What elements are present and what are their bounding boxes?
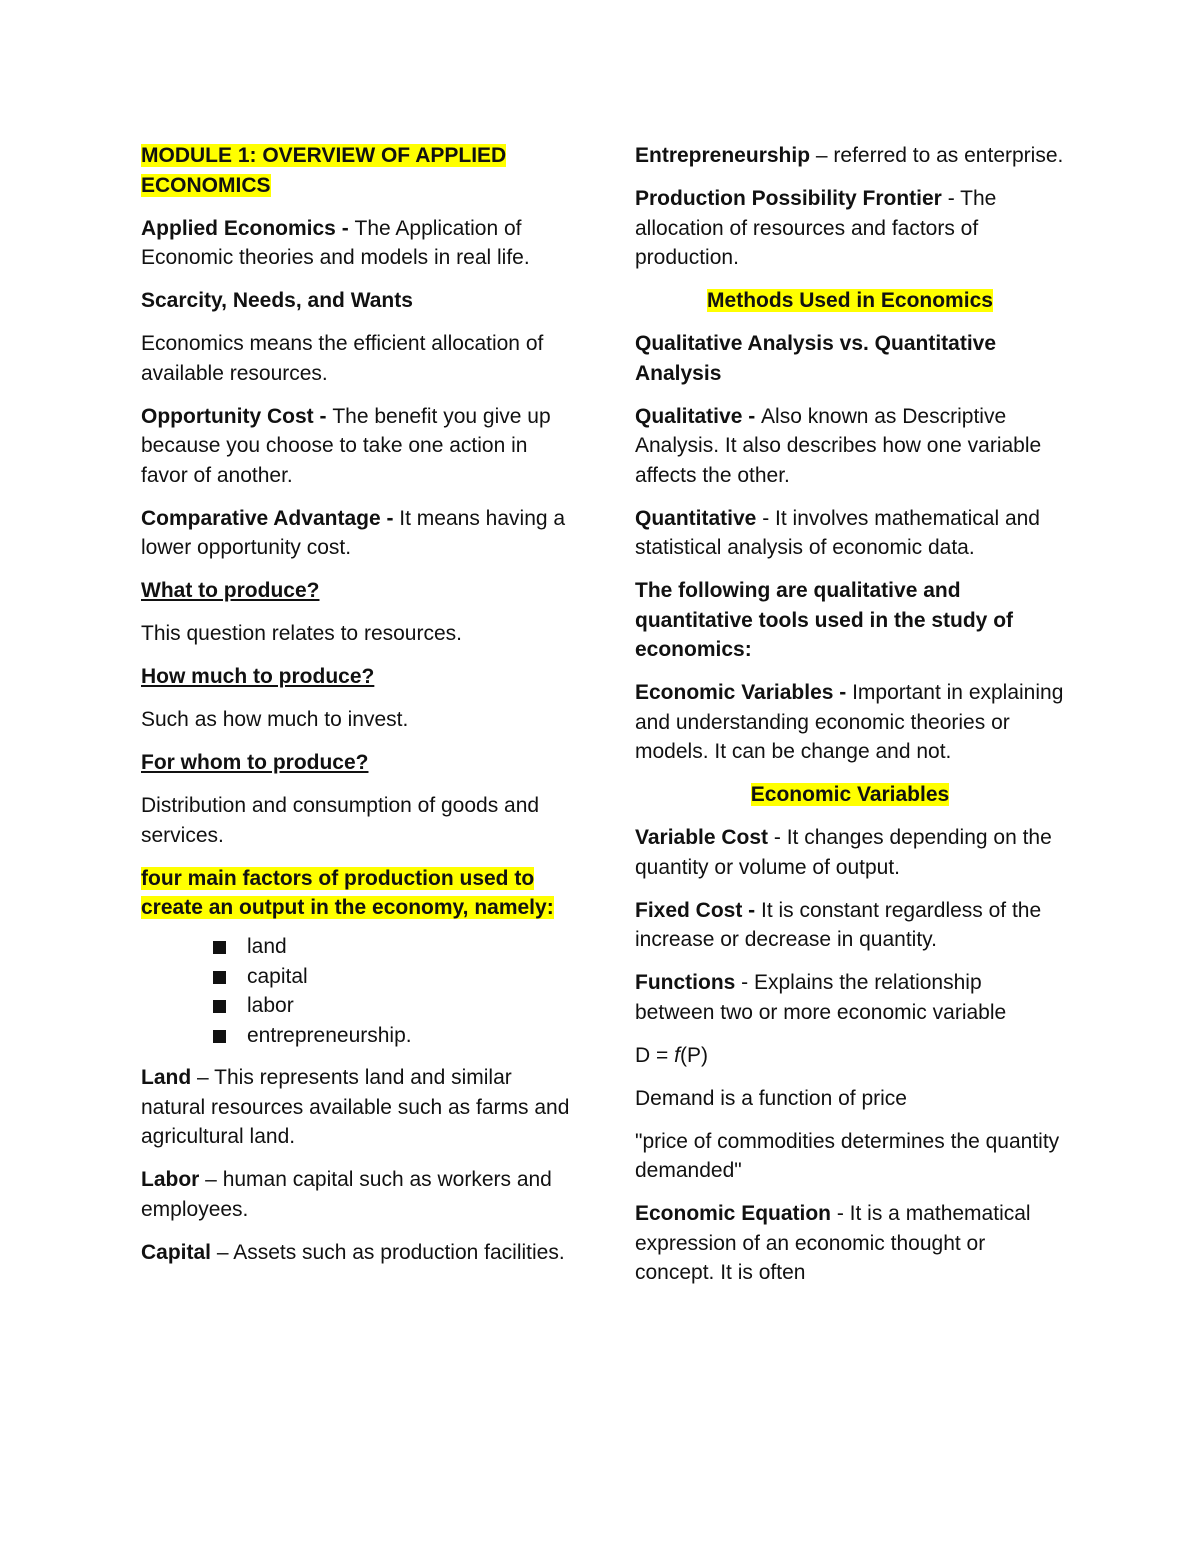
entrepreneurship-paragraph — [635, 141, 1065, 171]
factors-heading — [141, 864, 571, 923]
land-definition: – This represents land and similar natural resources available such as farms and agricultural land. — [141, 1066, 570, 1148]
question-how-much-to-produce-text: How much to produce? — [141, 665, 375, 688]
tools-heading-text: The following are qualitative and quantitative tools used in the study of economics: — [635, 579, 1014, 661]
economic-equation-paragraph — [635, 1199, 1065, 1288]
list-item — [229, 1021, 571, 1051]
question-how-much-to-produce — [141, 662, 571, 692]
ppf-definition: - The allocation of resources and factors of production. — [635, 187, 997, 269]
qualitative-paragraph — [635, 402, 1065, 491]
answer-what-to-produce: This question relates to resources. — [141, 622, 462, 645]
factor-label: land — [247, 935, 287, 958]
entrepreneurship-term: Entrepreneurship — [635, 144, 811, 167]
opportunity-cost-definition: The benefit you give up because you choose to take one action in favor of another. — [141, 404, 551, 487]
labor-definition: – human capital such as workers and employees. — [141, 1168, 552, 1221]
square-bullet-icon — [213, 971, 226, 984]
capital-term: Capital — [141, 1240, 212, 1264]
module-title — [141, 141, 571, 200]
factors-heading-text: four main factors of production used to create an output in the economy, namely: — [141, 866, 554, 919]
qualitative-term: Qualitative - — [635, 404, 762, 428]
economic-equation-term: Economic Equation — [635, 1202, 832, 1225]
comparative-advantage-paragraph — [141, 504, 571, 563]
land-paragraph — [141, 1063, 571, 1152]
factor-label: capital — [247, 964, 308, 988]
quantitative-paragraph — [635, 504, 1065, 563]
applied-economics-paragraph — [141, 214, 571, 273]
scarcity-heading — [141, 286, 571, 316]
fixed-cost-definition: It is constant regardless of the increase or decrease in quantity. — [635, 898, 1042, 951]
comparative-advantage-term: Comparative Advantage - — [141, 506, 400, 530]
qa-heading — [635, 329, 1065, 388]
square-bullet-icon — [213, 941, 226, 954]
ppf-term: Production Possibility Frontier — [635, 187, 942, 210]
applied-economics-definition: The Application of Economic theories and models in real life. — [141, 216, 530, 269]
list-item — [229, 991, 571, 1021]
variable-cost-term: Variable Cost — [635, 826, 769, 849]
scarcity-heading-text: Scarcity, Needs, and Wants — [141, 289, 413, 312]
formula-function: f — [674, 1043, 680, 1067]
quantitative-term: Quantitative — [635, 506, 757, 530]
variable-cost-paragraph — [635, 823, 1065, 882]
labor-term: Labor — [141, 1168, 200, 1191]
factor-label: entrepreneurship. — [247, 1023, 412, 1047]
qa-heading-text: Qualitative Analysis vs. Quantitative Analysis — [635, 332, 997, 385]
opportunity-cost-paragraph — [141, 402, 571, 491]
module-title-text: MODULE 1: OVERVIEW OF APPLIED ECONOMICS — [141, 144, 507, 197]
labor-paragraph — [141, 1165, 571, 1224]
formula-left: D = — [635, 1043, 675, 1067]
variable-cost-definition: - It changes depending on the quantity or volume of output. — [635, 826, 1052, 879]
entrepreneurship-definition: – referred to as enterprise. — [810, 144, 1064, 167]
fixed-cost-paragraph — [635, 896, 1065, 955]
factor-label: labor — [247, 994, 294, 1017]
qualitative-definition: Also known as Descriptive Analysis. It also describes how one variable affects the other. — [635, 404, 1042, 487]
factors-list — [141, 932, 571, 1050]
quote-text: "price of commodities determines the quantity demanded" — [635, 1129, 1060, 1182]
methods-heading-text: Methods Used in Economics — [707, 289, 993, 312]
question-what-to-produce — [141, 576, 571, 606]
comparative-advantage-definition: It means having a lower opportunity cost. — [141, 506, 566, 559]
question-for-whom-to-produce — [141, 748, 571, 778]
demand-text: Demand is a function of price — [635, 1086, 907, 1110]
economic-variables-term: Economic Variables - — [635, 681, 853, 704]
ppf-paragraph — [635, 184, 1065, 273]
quantitative-definition: - It involves mathematical and statistical analysis of economic data. — [635, 506, 1040, 559]
applied-economics-term: Applied Economics - — [141, 216, 355, 240]
functions-definition: - Explains the relationship between two or more economic variable — [635, 971, 1007, 1024]
scarcity-text: Economics means the efficient allocation of available resources. — [141, 332, 544, 385]
economic-variables-paragraph — [635, 678, 1065, 767]
square-bullet-icon — [213, 1000, 226, 1013]
functions-paragraph — [635, 968, 1065, 1027]
opportunity-cost-term: Opportunity Cost - — [141, 404, 333, 428]
economic-variables-heading — [635, 780, 1065, 810]
methods-heading — [635, 286, 1065, 316]
tools-heading — [635, 576, 1065, 665]
land-term: Land — [141, 1066, 192, 1089]
capital-paragraph — [141, 1238, 571, 1268]
formula — [635, 1041, 1065, 1071]
answer-for-whom-to-produce: Distribution and consumption of goods and services. — [141, 794, 540, 847]
question-for-whom-to-produce-text: For whom to produce? — [141, 751, 369, 774]
capital-definition: – Assets such as production facilities. — [211, 1240, 565, 1264]
answer-how-much-to-produce: Such as how much to invest. — [141, 708, 409, 731]
question-what-to-produce-text: What to produce? — [141, 579, 320, 602]
economic-variables-definition: Important in explaining and understanding economic theories or models. It can be change and not. — [635, 681, 1064, 763]
formula-right: (P) — [679, 1043, 708, 1067]
square-bullet-icon — [213, 1030, 226, 1043]
economic-variables-heading-text: Economic Variables — [750, 783, 950, 806]
list-item — [229, 932, 571, 962]
functions-term: Functions — [635, 971, 736, 994]
left-column — [141, 141, 571, 1281]
fixed-cost-term: Fixed Cost - — [635, 898, 762, 922]
list-item — [229, 962, 571, 992]
right-column — [635, 141, 1065, 1301]
economic-equation-definition: - It is a mathematical expression of an economic thought or concept. It is often — [635, 1202, 1031, 1284]
